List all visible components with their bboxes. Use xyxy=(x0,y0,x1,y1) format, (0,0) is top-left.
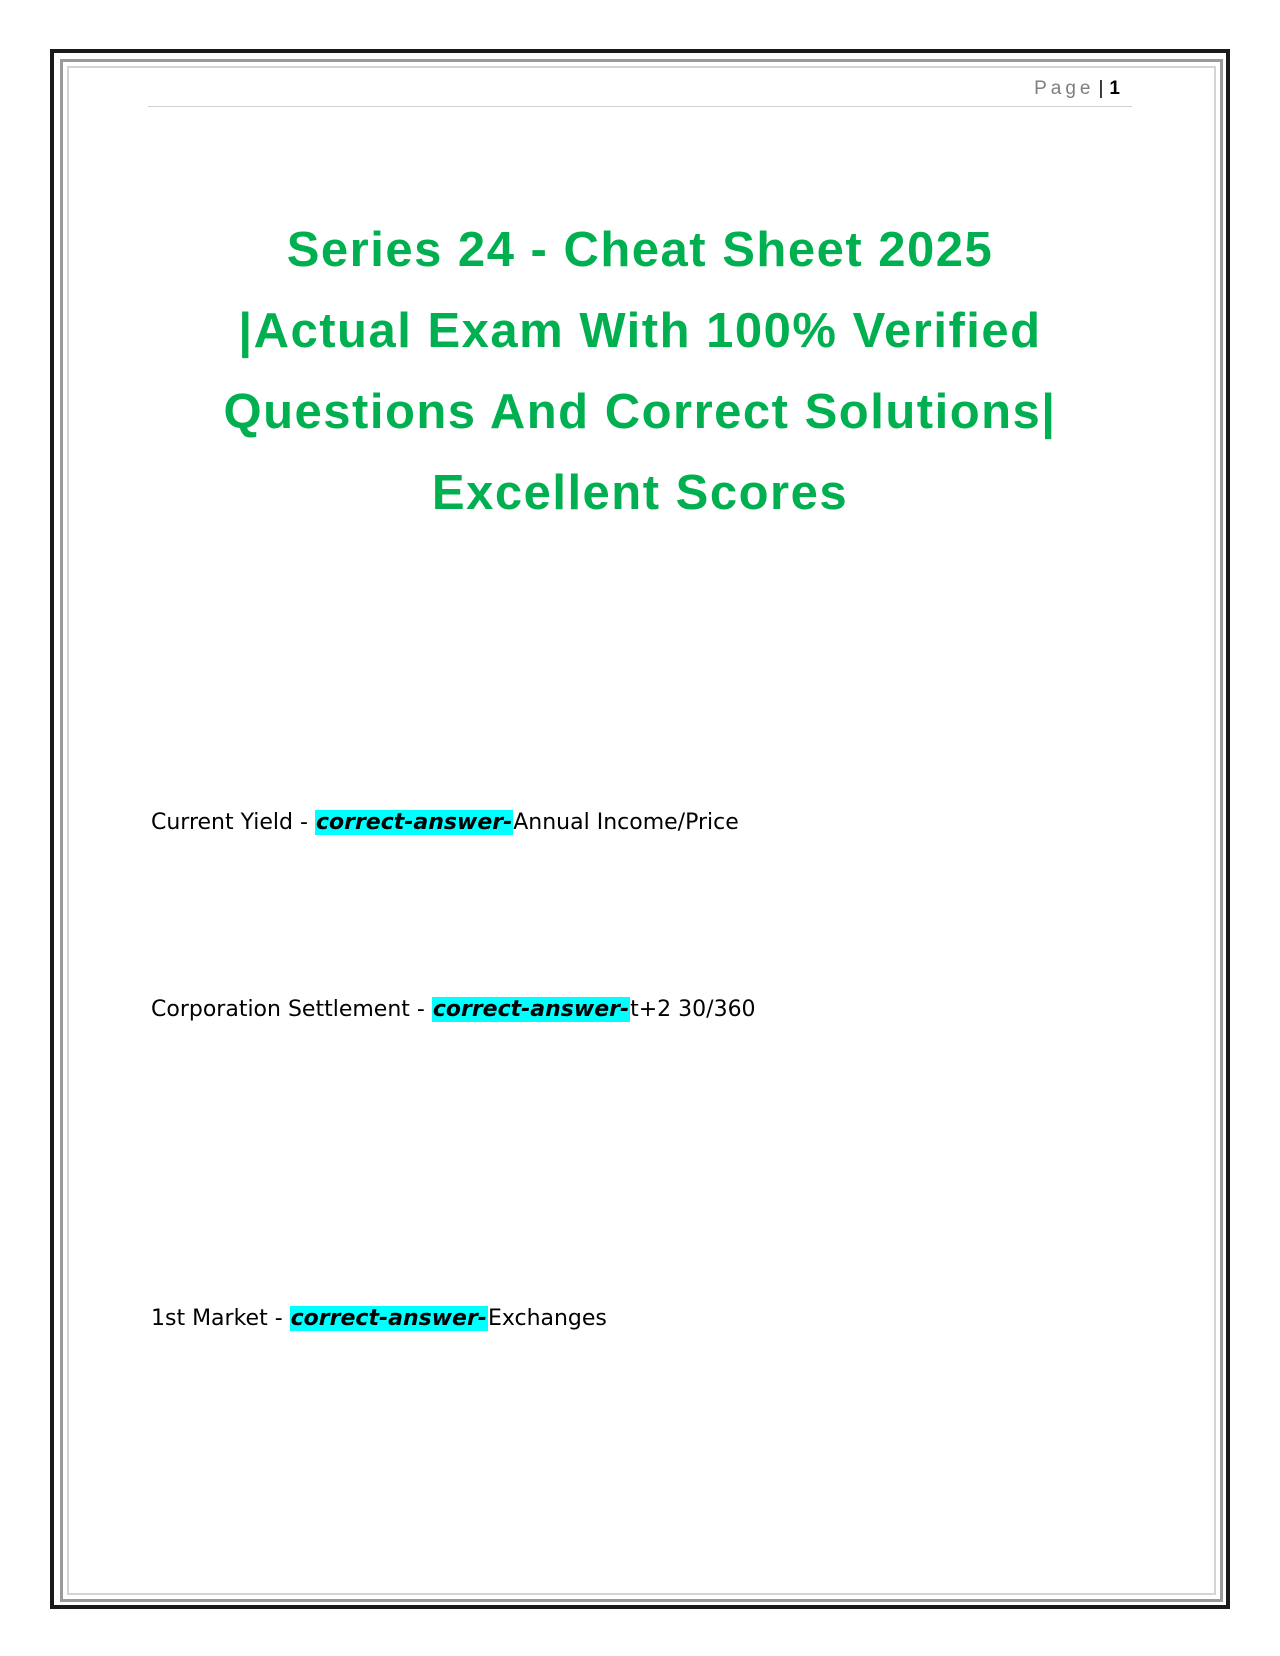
qa-term: 1st Market - xyxy=(151,1306,290,1331)
document-title xyxy=(120,210,1160,534)
title-line-1: Series 24 - Cheat Sheet 2025 xyxy=(286,223,994,277)
answer-marker: correct-answer- xyxy=(290,1306,487,1331)
answer-marker: correct-answer- xyxy=(315,810,513,835)
qa-term: Corporation Settlement - xyxy=(151,997,432,1022)
page-header xyxy=(148,76,1132,107)
qa-item xyxy=(151,805,739,841)
qa-answer: t+2 30/360 xyxy=(630,997,756,1022)
qa-item xyxy=(151,1301,607,1337)
qa-answer: Annual Income/Price xyxy=(513,810,739,835)
answer-marker: correct-answer- xyxy=(432,997,630,1022)
title-line-3: Questions And Correct Solutions| xyxy=(223,385,1057,439)
qa-answer: Exchanges xyxy=(487,1306,607,1331)
title-line-2: |Actual Exam With 100% Verified xyxy=(238,304,1042,358)
page-number-label xyxy=(1034,78,1120,100)
page-separator: | xyxy=(1098,78,1104,99)
qa-item xyxy=(151,992,756,1028)
page-label: Page xyxy=(1034,78,1095,99)
title-line-4: Excellent Scores xyxy=(431,466,849,520)
qa-term: Current Yield - xyxy=(151,810,315,835)
page-number: 1 xyxy=(1109,78,1120,99)
